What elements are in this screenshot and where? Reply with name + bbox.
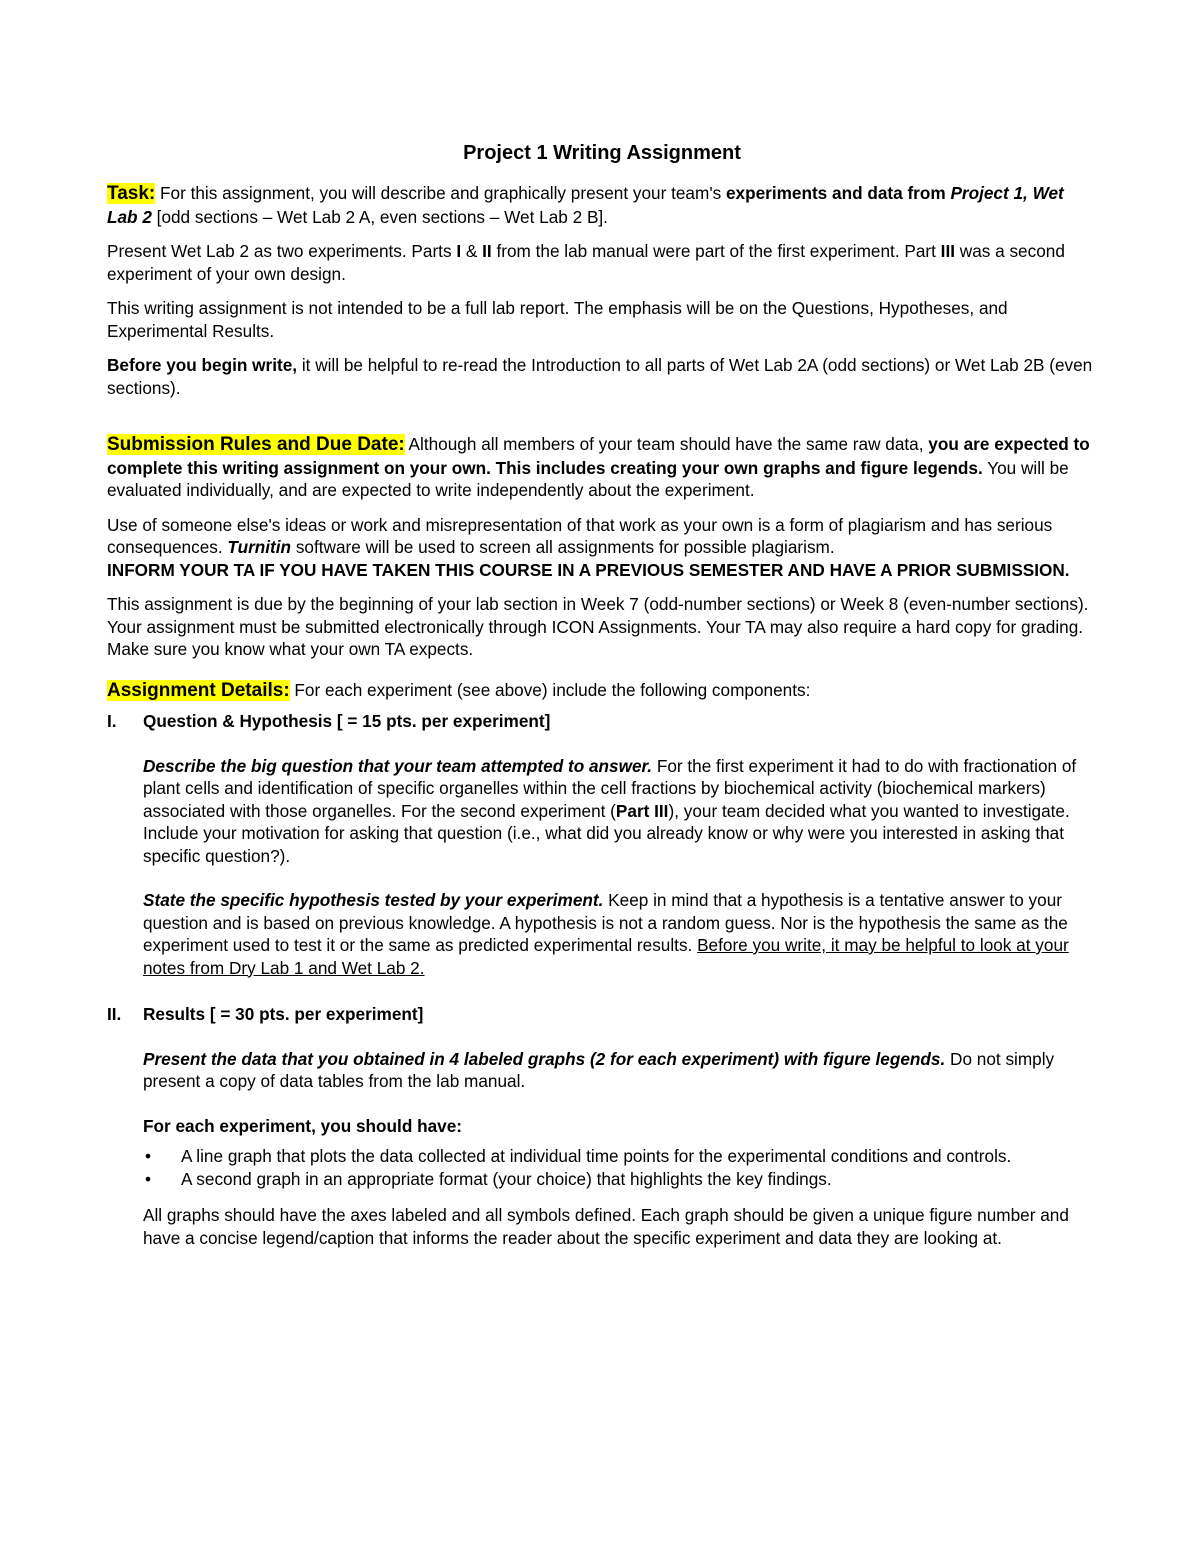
plagiarism-paragraph: Use of someone else's ideas or work and misrepresentation of that work as your own is a form of plagiarism and has serious consequences. Turnitin software will be used to screen all assignments for possible plagiarism. INFORM YOUR TA IF YOU HAVE TAKEN THIS COURSE IN A PREVIOUS SEMESTER AND HAVE A PRIOR SUBMISSION. <box>107 514 1070 580</box>
question-paragraph: Describe the big question that your team attempted to answer. For the first experiment it had to do with fractionation of plant cells and identification of specific organelles within the cell fractions by biochemical activity (biochemical markers) associated with those organelles. For the second experiment (Part III), your team decided what you wanted to investigate. Include your motivation for asking that question (i.e., what did you already know or why were you interested in asking that specific question?). <box>143 755 1077 866</box>
list-item: • A second graph in an appropriate format (your choice) that highlights the key findings. <box>145 1168 832 1189</box>
details-label: Assignment Details: <box>107 679 290 701</box>
list-item: • A line graph that plots the data collected at individual time points for the experimental conditions and controls. <box>145 1146 1012 1166</box>
before-paragraph: Before you begin write, it will be helpful to re-read the Introduction to all parts of Wet Lab 2A (odd sections) or Wet Lab 2B (even sections). <box>107 355 1093 398</box>
page-title: Project 1 Writing Assignment <box>463 142 741 164</box>
submission-label: Submission Rules and Due Date: <box>107 434 405 455</box>
bullet-icon: • <box>145 1146 152 1166</box>
task-label: Task: <box>107 183 156 204</box>
emphasis-paragraph: This writing assignment is not intended to be a full lab report. The emphasis will be on the Questions, Hypotheses, and Experimental Results. <box>107 298 1008 341</box>
due-paragraph: This assignment is due by the beginning of your lab section in Week 7 (odd-number sections) or Week 8 (even-number sections). Your assignment must be submitted electronically through ICON Assignments. Your TA may also require a hard copy for grading. Make sure you know what your own TA expects. <box>107 594 1089 659</box>
closing-paragraph: All graphs should have the axes labeled and all symbols defined. Each graph should be given a unique figure number and have a concise legend/caption that informs the reader about the specific experiment and data they are looking at. <box>143 1205 1069 1248</box>
task-paragraph: Task: For this assignment, you will describe and graphically present your team's experiments and data from Project 1, Wet Lab 2 [odd sections – Wet Lab 2 A, even sections – Wet Lab 2 B]. <box>107 183 1064 227</box>
hypothesis-paragraph: State the specific hypothesis tested by your experiment. Keep in mind that a hypothesis is a tentative answer to your question and is based on previous knowledge. A hypothesis is not a random guess. Nor is the hypothesis the same as the experiment used to test it or the same as predicted experimental results. Before you write, it may be helpful to look at your notes from Dry Lab 1 and Wet Lab 2. <box>143 890 1069 978</box>
submission-paragraph: Submission Rules and Due Date: Although all members of your team should have the same raw data, you are expected to complete this writing assignment on your own. This includes creating your own graphs and figure legends. You will be evaluated individually, and are expected to write independently about the experiment. <box>107 434 1090 500</box>
graph-requirements-list <box>143 1145 1097 1190</box>
present-paragraph: Present Wet Lab 2 as two experiments. Parts I & II from the lab manual were part of the first experiment. Part III was a second experiment of your own design. <box>107 241 1065 284</box>
details-paragraph: Assignment Details: For each experiment (see above) include the following components: <box>107 679 811 701</box>
each-experiment-heading: For each experiment, you should have: <box>143 1115 463 1136</box>
results-paragraph: Present the data that you obtained in 4 labeled graphs (2 for each experiment) with figure legends. Do not simply present a copy of data tables from the lab manual. <box>143 1048 1055 1091</box>
bullet-icon: • <box>145 1168 152 1189</box>
section-2-heading: II. Results [ = 30 pts. per experiment] <box>107 1004 424 1024</box>
section-1-heading: I. Question & Hypothesis [ = 15 pts. per experiment] <box>107 711 551 731</box>
document-page <box>107 140 1097 1261</box>
prior-submission-warning: INFORM YOUR TA IF YOU HAVE TAKEN THIS COURSE IN A PREVIOUS SEMESTER AND HAVE A PRIOR SUBMISSION. <box>107 559 1070 580</box>
